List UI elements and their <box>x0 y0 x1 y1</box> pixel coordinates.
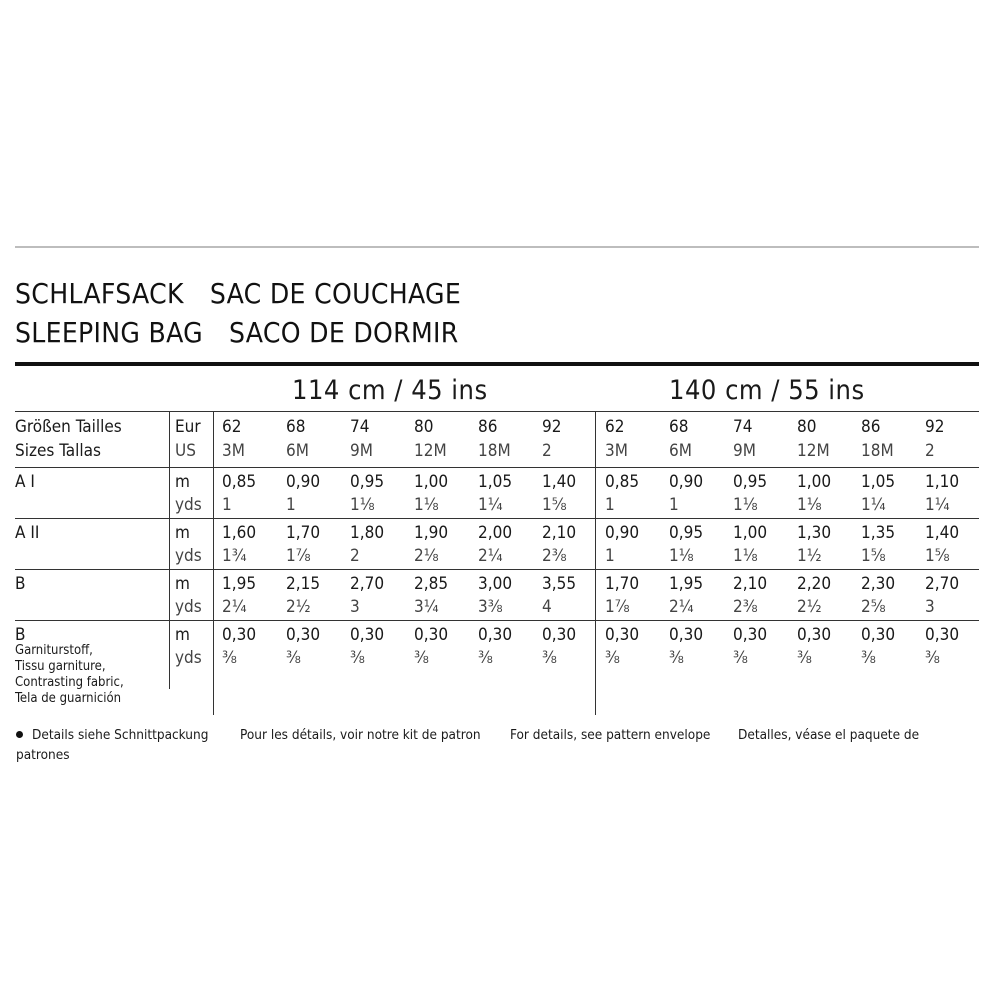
yards-cell: 2½ <box>286 597 311 617</box>
meters-cell: 2,00 <box>478 523 513 543</box>
meters-cell: 1,95 <box>222 574 257 594</box>
yards-cell: 3 <box>350 597 360 617</box>
size-eur-cell: 92 <box>925 417 945 437</box>
column-divider <box>595 411 596 715</box>
fabric-width-140: 140 cm / 55 ins <box>669 375 865 406</box>
yards-cell: ⅜ <box>733 648 748 668</box>
note-es-continued: patrones <box>16 747 70 763</box>
yards-cell: 2⅜ <box>542 546 567 566</box>
size-eur-cell: 80 <box>797 417 817 437</box>
meters-cell: 0,30 <box>861 625 896 645</box>
yards-cell: 1⅞ <box>605 597 630 617</box>
row-divider <box>15 620 979 621</box>
title-line-2 <box>15 316 459 349</box>
yards-cell: 4 <box>542 597 552 617</box>
meters-cell: 0,85 <box>222 472 257 492</box>
yards-cell: ⅜ <box>605 648 620 668</box>
meters-cell: 0,30 <box>222 625 257 645</box>
yards-cell: 2⅜ <box>733 597 758 617</box>
top-divider <box>15 246 979 248</box>
title-line-1 <box>15 277 462 310</box>
yards-cell: 1⅛ <box>669 546 694 566</box>
yards-cell: 1⅞ <box>286 546 311 566</box>
row-divider <box>15 569 979 570</box>
yards-cell: ⅜ <box>350 648 365 668</box>
meters-cell: 1,05 <box>861 472 896 492</box>
meters-cell: 1,00 <box>733 523 768 543</box>
unit-m: m <box>175 574 190 594</box>
meters-cell: 0,30 <box>797 625 832 645</box>
meters-cell: 2,20 <box>797 574 832 594</box>
meters-cell: 3,55 <box>542 574 577 594</box>
meters-cell: 2,70 <box>350 574 385 594</box>
yards-cell: 1⅛ <box>733 495 758 515</box>
size-eur-cell: 92 <box>542 417 562 437</box>
bullet-icon <box>16 731 23 738</box>
yards-cell: 2¼ <box>478 546 503 566</box>
row-description: Tela de guarnición <box>15 691 122 706</box>
yards-cell: 2½ <box>797 597 822 617</box>
meters-cell: 2,30 <box>861 574 896 594</box>
size-eur-cell: 62 <box>222 417 242 437</box>
yards-cell: ⅜ <box>414 648 429 668</box>
meters-cell: 2,85 <box>414 574 449 594</box>
size-us-cell: 12M <box>414 441 447 461</box>
row-label: A I <box>15 472 35 492</box>
yards-cell: ⅜ <box>478 648 493 668</box>
header-rule <box>15 362 979 366</box>
yards-cell: 1¼ <box>925 495 950 515</box>
yards-cell: 2¼ <box>669 597 694 617</box>
yards-cell: 1⅛ <box>733 546 758 566</box>
meters-cell: 1,00 <box>414 472 449 492</box>
yards-cell: 1½ <box>797 546 822 566</box>
yards-cell: 2¼ <box>222 597 247 617</box>
meters-cell: 1,30 <box>797 523 832 543</box>
meters-cell: 2,10 <box>542 523 577 543</box>
row-divider <box>15 467 979 468</box>
meters-cell: 0,90 <box>286 472 321 492</box>
unit-yds: yds <box>175 495 202 515</box>
yards-cell: ⅜ <box>925 648 940 668</box>
size-us-cell: 18M <box>861 441 894 461</box>
unit-m: m <box>175 523 190 543</box>
row-label: B <box>15 574 26 594</box>
meters-cell: 1,10 <box>925 472 960 492</box>
yards-cell: 3⅜ <box>478 597 503 617</box>
meters-cell: 1,80 <box>350 523 385 543</box>
unit-yds: yds <box>175 597 202 617</box>
meters-cell: 1,40 <box>925 523 960 543</box>
title-de: SCHLAFSACK <box>15 277 184 310</box>
meters-cell: 1,70 <box>605 574 640 594</box>
size-us-cell: 9M <box>350 441 373 461</box>
yards-cell: 1¼ <box>861 495 886 515</box>
yards-cell: 1⅛ <box>350 495 375 515</box>
meters-cell: 0,90 <box>605 523 640 543</box>
meters-cell: 1,35 <box>861 523 896 543</box>
note-fr: Pour les détails, voir notre kit de patron <box>240 727 481 743</box>
yards-cell: ⅜ <box>542 648 557 668</box>
meters-cell: 0,30 <box>733 625 768 645</box>
meters-cell: 0,85 <box>605 472 640 492</box>
size-us-cell: 18M <box>478 441 511 461</box>
yards-cell: 1¼ <box>478 495 503 515</box>
meters-cell: 1,00 <box>797 472 832 492</box>
size-us-cell: 3M <box>222 441 245 461</box>
yards-cell: ⅜ <box>669 648 684 668</box>
unit-yds: yds <box>175 546 202 566</box>
size-us-cell: 2 <box>542 441 552 461</box>
unit-m: m <box>175 472 190 492</box>
yards-cell: 1⅝ <box>861 546 886 566</box>
size-eur-cell: 68 <box>669 417 689 437</box>
meters-cell: 0,90 <box>669 472 704 492</box>
row-divider <box>15 411 979 412</box>
size-us-cell: 9M <box>733 441 756 461</box>
yards-cell: 2⅛ <box>414 546 439 566</box>
yards-cell: ⅜ <box>286 648 301 668</box>
row-label: B <box>15 625 26 645</box>
fabric-width-114: 114 cm / 45 ins <box>292 375 488 406</box>
meters-cell: 0,30 <box>286 625 321 645</box>
column-divider <box>169 411 170 689</box>
column-divider <box>213 411 214 715</box>
meters-cell: 0,30 <box>414 625 449 645</box>
note-de: Details siehe Schnittpackung <box>32 727 209 743</box>
note-es: Detalles, véase el paquete de <box>738 727 920 743</box>
yards-cell: 1¾ <box>222 546 247 566</box>
yards-cell: ⅜ <box>797 648 812 668</box>
yards-cell: 1 <box>669 495 679 515</box>
yards-cell: 1 <box>605 546 615 566</box>
row-divider <box>15 518 979 519</box>
meters-cell: 1,90 <box>414 523 449 543</box>
size-eur-cell: 80 <box>414 417 434 437</box>
size-eur-cell: 74 <box>733 417 753 437</box>
meters-cell: 3,00 <box>478 574 513 594</box>
meters-cell: 2,70 <box>925 574 960 594</box>
yards-cell: 1 <box>286 495 296 515</box>
size-eur-cell: 86 <box>478 417 498 437</box>
meters-cell: 0,30 <box>925 625 960 645</box>
size-label-line2: Sizes Tallas <box>15 441 101 461</box>
row-label: A II <box>15 523 40 543</box>
meters-cell: 1,05 <box>478 472 513 492</box>
meters-cell: 2,10 <box>733 574 768 594</box>
unit-m: m <box>175 625 190 645</box>
meters-cell: 0,95 <box>350 472 385 492</box>
size-eur-cell: 68 <box>286 417 306 437</box>
size-eur-cell: 62 <box>605 417 625 437</box>
meters-cell: 2,15 <box>286 574 321 594</box>
meters-cell: 0,30 <box>669 625 704 645</box>
meters-cell: 0,30 <box>542 625 577 645</box>
yards-cell: 1⅛ <box>797 495 822 515</box>
yards-cell: 1⅝ <box>542 495 567 515</box>
meters-cell: 1,60 <box>222 523 257 543</box>
eur-label: Eur <box>175 417 201 437</box>
title-fr: SAC DE COUCHAGE <box>209 277 462 310</box>
size-eur-cell: 86 <box>861 417 881 437</box>
meters-cell: 0,30 <box>350 625 385 645</box>
yards-cell: 1⅛ <box>414 495 439 515</box>
yards-cell: 2 <box>350 546 360 566</box>
size-us-cell: 6M <box>669 441 692 461</box>
meters-cell: 1,40 <box>542 472 577 492</box>
yards-cell: 1⅝ <box>925 546 950 566</box>
title-en: SLEEPING BAG <box>15 316 203 349</box>
size-us-cell: 2 <box>925 441 935 461</box>
row-description: Tissu garniture, <box>15 659 106 674</box>
row-description: Garniturstoff, <box>15 643 93 658</box>
size-us-cell: 6M <box>286 441 309 461</box>
meters-cell: 0,95 <box>733 472 768 492</box>
meters-cell: 0,95 <box>669 523 704 543</box>
unit-yds: yds <box>175 648 202 668</box>
meters-cell: 1,95 <box>669 574 704 594</box>
yards-cell: 1 <box>605 495 615 515</box>
yards-cell: 3 <box>925 597 935 617</box>
us-label: US <box>175 441 196 461</box>
size-eur-cell: 74 <box>350 417 370 437</box>
yards-cell: 1 <box>222 495 232 515</box>
note-en: For details, see pattern envelope <box>510 727 711 743</box>
size-us-cell: 12M <box>797 441 830 461</box>
title-es: SACO DE DORMIR <box>228 316 459 349</box>
yards-cell: 2⅝ <box>861 597 886 617</box>
size-label-line1: Größen Tailles <box>15 417 122 437</box>
meters-cell: 1,70 <box>286 523 321 543</box>
meters-cell: 0,30 <box>605 625 640 645</box>
meters-cell: 0,30 <box>478 625 513 645</box>
yards-cell: ⅜ <box>222 648 237 668</box>
yards-cell: 3¼ <box>414 597 439 617</box>
row-description: Contrasting fabric, <box>15 675 124 690</box>
yards-cell: ⅜ <box>861 648 876 668</box>
size-us-cell: 3M <box>605 441 628 461</box>
